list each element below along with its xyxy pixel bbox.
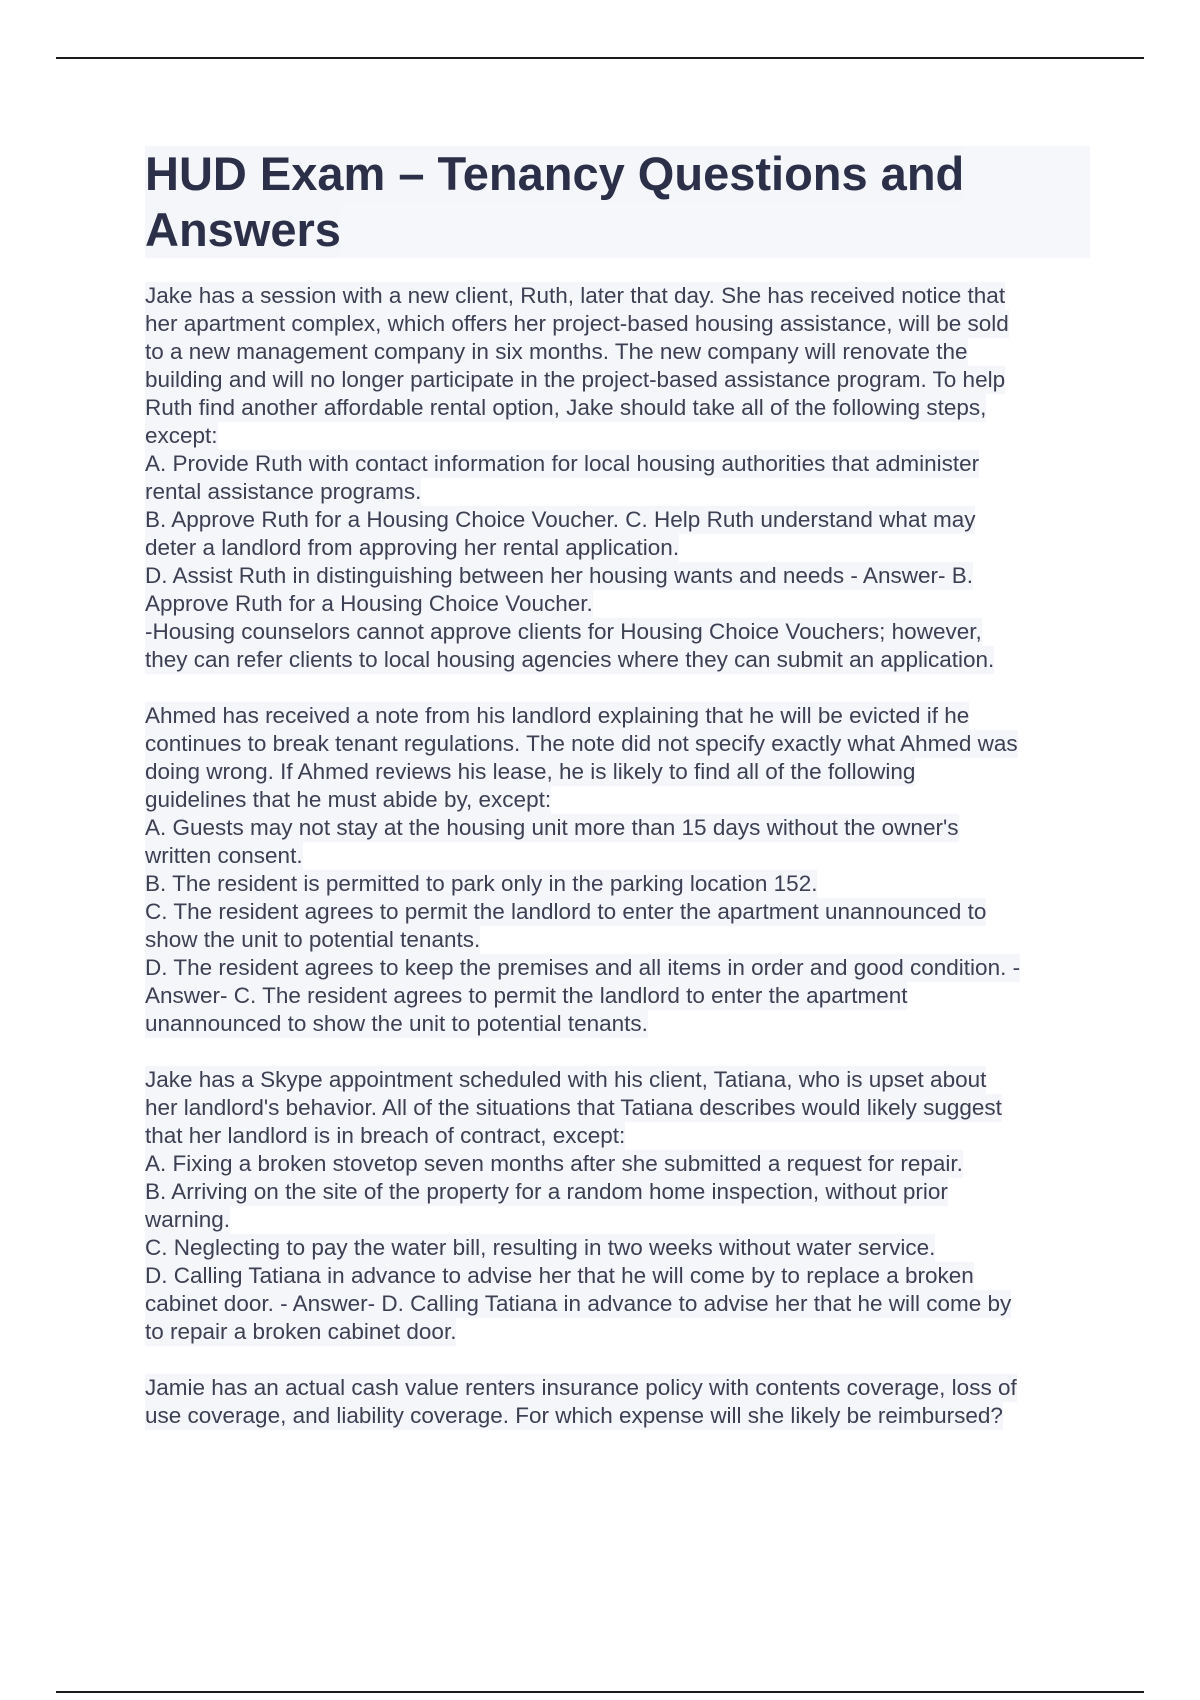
text-line: Approve Ruth for a Housing Choice Voucher. xyxy=(145,591,593,616)
text-line: Jake has a Skype appointment scheduled with his client, Tatiana, who is upset about xyxy=(145,1067,987,1092)
text-line: Jamie has an actual cash value renters insurance policy with contents coverage, loss of xyxy=(145,1375,1017,1400)
text-line: D. Assist Ruth in distinguishing between her housing wants and needs - Answer- B. xyxy=(145,563,973,588)
text-line: use coverage, and liability coverage. For which expense will she likely be reimbursed? xyxy=(145,1403,1003,1428)
text-line: A. Provide Ruth with contact information for local housing authorities that administer xyxy=(145,451,980,476)
text-line: that her landlord is in breach of contract, except: xyxy=(145,1123,626,1148)
text-line: C. The resident agrees to permit the landlord to enter the apartment unannounced to xyxy=(145,899,987,924)
question-block-ahmed xyxy=(145,702,1090,1038)
text-line: B. Arriving on the site of the property for a random home inspection, without prior xyxy=(145,1179,948,1204)
question-block-jamie xyxy=(145,1374,1090,1430)
text-line: C. Neglecting to pay the water bill, resulting in two weeks without water service. xyxy=(145,1235,936,1260)
page-title xyxy=(145,146,1090,258)
text-line: rental assistance programs. xyxy=(145,479,422,504)
text-line: doing wrong. If Ahmed reviews his lease, he is likely to find all of the following xyxy=(145,759,916,784)
text-line: deter a landlord from approving her rental application. xyxy=(145,535,680,560)
text-line: her apartment complex, which offers her project-based housing assistance, will be sold xyxy=(145,311,1009,336)
text-line: to a new management company in six months. The new company will renovate the xyxy=(145,339,968,364)
text-line: Ahmed has received a note from his landlord explaining that he will be evicted if he xyxy=(145,703,970,728)
text-line: building and will no longer participate in the project-based assistance program. To help xyxy=(145,367,1006,392)
text-line: -Housing counselors cannot approve clients for Housing Choice Vouchers; however, xyxy=(145,619,982,644)
text-line: they can refer clients to local housing agencies where they can submit an application. xyxy=(145,647,995,672)
question-block-tatiana xyxy=(145,1066,1090,1346)
text-line: continues to break tenant regulations. The note did not specify exactly what Ahmed was xyxy=(145,731,1018,756)
page-content xyxy=(145,146,1090,1458)
text-line: D. Calling Tatiana in advance to advise her that he will come by to replace a broken xyxy=(145,1263,974,1288)
question-block-ruth xyxy=(145,282,1090,674)
text-line: cabinet door. - Answer- D. Calling Tatiana in advance to advise her that he will come by xyxy=(145,1291,1012,1316)
text-line: her landlord's behavior. All of the situations that Tatiana describes would likely suggest xyxy=(145,1095,1002,1120)
title-line: Answers xyxy=(145,203,341,256)
text-line: Answer- C. The resident agrees to permit the landlord to enter the apartment xyxy=(145,983,908,1008)
text-line: A. Guests may not stay at the housing unit more than 15 days without the owner's xyxy=(145,815,959,840)
bottom-rule xyxy=(56,1691,1144,1693)
text-line: D. The resident agrees to keep the premises and all items in order and good condition. - xyxy=(145,955,1021,980)
text-line: written consent. xyxy=(145,843,303,868)
document-body xyxy=(145,282,1090,1430)
text-line: Ruth find another affordable rental option, Jake should take all of the following steps, xyxy=(145,395,987,420)
top-rule xyxy=(56,57,1144,59)
text-line: unannounced to show the unit to potential tenants. xyxy=(145,1011,648,1036)
text-line: B. Approve Ruth for a Housing Choice Voucher. C. Help Ruth understand what may xyxy=(145,507,976,532)
text-line: show the unit to potential tenants. xyxy=(145,927,481,952)
text-line: A. Fixing a broken stovetop seven months after she submitted a request for repair. xyxy=(145,1151,963,1176)
text-line: except: xyxy=(145,423,218,448)
text-line: warning. xyxy=(145,1207,231,1232)
title-line: HUD Exam – Tenancy Questions and xyxy=(145,147,965,200)
text-line: B. The resident is permitted to park only in the parking location 152. xyxy=(145,871,818,896)
text-line: Jake has a session with a new client, Ruth, later that day. She has received notice that xyxy=(145,283,1006,308)
text-line: guidelines that he must abide by, except: xyxy=(145,787,552,812)
text-line: to repair a broken cabinet door. xyxy=(145,1319,457,1344)
